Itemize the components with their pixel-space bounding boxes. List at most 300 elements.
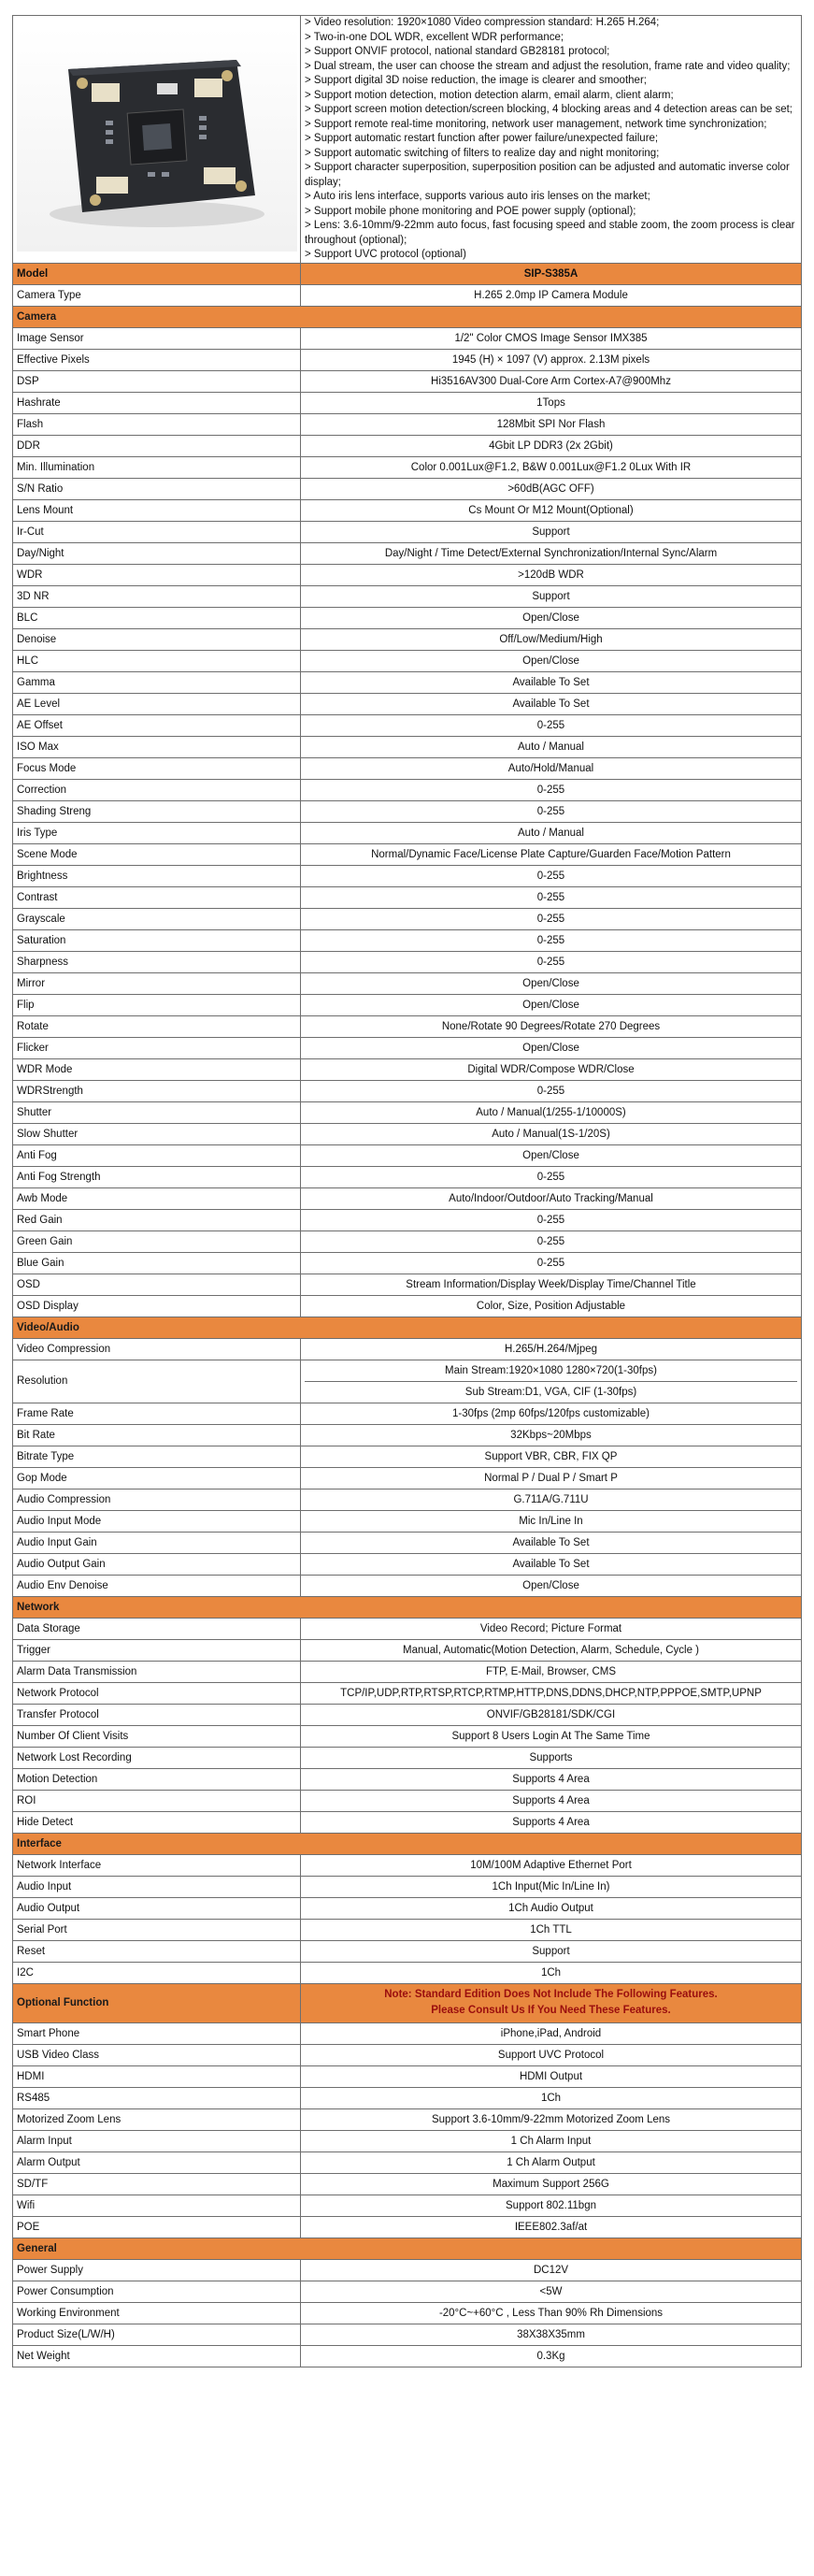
spec-row — [13, 972, 802, 994]
spec-value: 0-255 — [301, 886, 802, 908]
spec-value: 1Ch Input(Mic In/Line In) — [301, 1876, 802, 1897]
spec-value: <5W — [301, 2281, 802, 2302]
spec-label: Grayscale — [13, 908, 301, 929]
section-interface-header — [13, 1833, 802, 1854]
spec-row — [13, 843, 802, 865]
spec-label: ROI — [13, 1790, 301, 1811]
spec-value: Support 8 Users Login At The Same Time — [301, 1725, 802, 1747]
spec-label: SD/TF — [13, 2173, 301, 2195]
product-image-cell — [13, 16, 301, 264]
spec-label: WDR Mode — [13, 1058, 301, 1080]
feature-item: > Lens: 3.6-10mm/9-22mm auto focus, fast focusing speed and stable zoom, the zoom process is clear throughout (optional); — [305, 220, 795, 246]
spec-value: IEEE802.3af/at — [301, 2216, 802, 2238]
spec-row — [13, 1532, 802, 1553]
spec-value: iPhone,iPad, Android — [301, 2022, 802, 2044]
spec-label: ISO Max — [13, 736, 301, 757]
features-cell — [301, 16, 802, 264]
spec-label: Green Gain — [13, 1230, 301, 1252]
spec-row — [13, 779, 802, 800]
spec-row — [13, 456, 802, 478]
feature-item: > Support screen motion detection/screen blocking, 4 blocking areas and 4 detection areas can be set; — [305, 104, 793, 115]
camera-type-value: H.265 2.0mp IP Camera Module — [301, 284, 802, 306]
spec-label: Reset — [13, 1940, 301, 1962]
spec-value: Support UVC Protocol — [301, 2044, 802, 2065]
spec-value: Open/Close — [301, 1037, 802, 1058]
spec-value: Auto / Manual(1/255-1/10000S) — [301, 1101, 802, 1123]
spec-label: Network Protocol — [13, 1682, 301, 1704]
notice-line: Note: Standard Edition Does Not Include The Following Features. — [384, 1989, 718, 2000]
spec-row — [13, 1639, 802, 1661]
spec-label: Audio Input — [13, 1876, 301, 1897]
spec-label: Denoise — [13, 628, 301, 650]
spec-label: Number Of Client Visits — [13, 1725, 301, 1747]
spec-label: Alarm Input — [13, 2130, 301, 2151]
spec-label: HLC — [13, 650, 301, 671]
spec-row — [13, 607, 802, 628]
spec-label: RS485 — [13, 2087, 301, 2108]
feature-item: > Support motion detection, motion detection alarm, email alarm, client alarm; — [305, 89, 674, 101]
spec-label: DSP — [13, 370, 301, 392]
spec-value: Auto/Hold/Manual — [301, 757, 802, 779]
feature-item: > Support mobile phone monitoring and POE power supply (optional); — [305, 205, 636, 217]
spec-label: Audio Output — [13, 1897, 301, 1919]
spec-row — [13, 1338, 802, 1360]
spec-label: Motorized Zoom Lens — [13, 2108, 301, 2130]
spec-label: Flicker — [13, 1037, 301, 1058]
spec-row — [13, 2302, 802, 2324]
spec-label: Alarm Data Transmission — [13, 1661, 301, 1682]
spec-row — [13, 2281, 802, 2302]
spec-row — [13, 1166, 802, 1187]
model-label: Model — [13, 263, 301, 284]
spec-row — [13, 521, 802, 542]
spec-row — [13, 2259, 802, 2281]
spec-row — [13, 1682, 802, 1704]
spec-row — [13, 929, 802, 951]
spec-row — [13, 1144, 802, 1166]
spec-value: 0-255 — [301, 865, 802, 886]
spec-value: HDMI Output — [301, 2065, 802, 2087]
spec-row — [13, 1209, 802, 1230]
spec-row — [13, 1489, 802, 1510]
spec-row — [13, 736, 802, 757]
spec-row — [13, 1940, 802, 1962]
feature-item: > Support character superposition, superposition position can be adjusted and automatic inverse color display; — [305, 162, 790, 188]
section-network-header — [13, 1596, 802, 1618]
spec-value: 1945 (H) × 1097 (V) approx. 2.13M pixels — [301, 349, 802, 370]
camera-board-icon — [17, 27, 297, 252]
spec-value: Supports 4 Area — [301, 1811, 802, 1833]
spec-value: H.265/H.264/Mjpeg — [301, 1338, 802, 1360]
spec-value: FTP, E-Mail, Browser, CMS — [301, 1661, 802, 1682]
spec-label: Hashrate — [13, 392, 301, 413]
model-row — [13, 263, 802, 284]
spec-label: Bit Rate — [13, 1424, 301, 1446]
spec-value: Available To Set — [301, 693, 802, 714]
spec-value: Hi3516AV300 Dual-Core Arm Cortex-A7@900Mhz — [301, 370, 802, 392]
spec-value: Open/Close — [301, 994, 802, 1015]
spec-value: Support 802.11bgn — [301, 2195, 802, 2216]
feature-item: > Dual stream, the user can choose the stream and adjust the resolution, frame rate and video quality; — [305, 60, 791, 72]
spec-label: Motion Detection — [13, 1768, 301, 1790]
spec-value: Normal/Dynamic Face/License Plate Capture/Guarden Face/Motion Pattern — [301, 843, 802, 865]
spec-label: Working Environment — [13, 2302, 301, 2324]
section-optional-header — [13, 1983, 802, 2022]
spec-label: Saturation — [13, 929, 301, 951]
spec-label: Alarm Output — [13, 2151, 301, 2173]
spec-value: Auto / Manual(1S-1/20S) — [301, 1123, 802, 1144]
spec-label: AE Offset — [13, 714, 301, 736]
header-row — [13, 16, 802, 264]
spec-value: Video Record; Picture Format — [301, 1618, 802, 1639]
spec-value: Support — [301, 1940, 802, 1962]
spec-row — [13, 2195, 802, 2216]
spec-label: Blue Gain — [13, 1252, 301, 1274]
spec-row — [13, 2108, 802, 2130]
resolution-values — [301, 1360, 802, 1403]
spec-value: Support — [301, 585, 802, 607]
feature-item: > Support digital 3D noise reduction, the image is clearer and smoother; — [305, 75, 647, 86]
spec-row — [13, 1015, 802, 1037]
spec-row — [13, 822, 802, 843]
spec-row — [13, 714, 802, 736]
feature-item: > Video resolution: 1920×1080 Video compression standard: H.265 H.264; — [305, 17, 660, 28]
spec-value: 10M/100M Adaptive Ethernet Port — [301, 1854, 802, 1876]
spec-value: 0-255 — [301, 929, 802, 951]
spec-row — [13, 2151, 802, 2173]
spec-label: AE Level — [13, 693, 301, 714]
spec-value: None/Rotate 90 Degrees/Rotate 270 Degrees — [301, 1015, 802, 1037]
spec-label: Brightness — [13, 865, 301, 886]
spec-label: Sharpness — [13, 951, 301, 972]
spec-row — [13, 2216, 802, 2238]
spec-label: Day/Night — [13, 542, 301, 564]
spec-value: Mic In/Line In — [301, 1510, 802, 1532]
spec-label: Video Compression — [13, 1338, 301, 1360]
section-title: Optional Function — [13, 1983, 301, 2022]
spec-row — [13, 585, 802, 607]
spec-row — [13, 2065, 802, 2087]
spec-row — [13, 2173, 802, 2195]
section-title: Camera — [13, 306, 802, 327]
spec-row — [13, 1058, 802, 1080]
spec-row — [13, 1187, 802, 1209]
notice-line: Please Consult Us If You Need These Features. — [431, 2005, 671, 2016]
spec-label: Rotate — [13, 1015, 301, 1037]
spec-value: 1Ch — [301, 1962, 802, 1983]
spec-row — [13, 1768, 802, 1790]
model-value: SIP-S385A — [301, 263, 802, 284]
spec-label: Flip — [13, 994, 301, 1015]
spec-label: Slow Shutter — [13, 1123, 301, 1144]
spec-label: Network Lost Recording — [13, 1747, 301, 1768]
spec-value: Normal P / Dual P / Smart P — [301, 1467, 802, 1489]
feature-item: > Two-in-one DOL WDR, excellent WDR performance; — [305, 31, 564, 43]
spec-row — [13, 2345, 802, 2367]
spec-row — [13, 865, 802, 886]
spec-value: Open/Close — [301, 1575, 802, 1596]
spec-row — [13, 1790, 802, 1811]
resolution-row — [13, 1360, 802, 1403]
spec-label: Audio Env Denoise — [13, 1575, 301, 1596]
spec-row — [13, 1575, 802, 1596]
spec-value: Maximum Support 256G — [301, 2173, 802, 2195]
feature-item: > Auto iris lens interface, supports various auto iris lenses on the market; — [305, 191, 650, 202]
spec-table — [12, 15, 802, 2367]
spec-value: Digital WDR/Compose WDR/Close — [301, 1058, 802, 1080]
spec-value: Open/Close — [301, 650, 802, 671]
resolution-sub-stream: Sub Stream:D1, VGA, CIF (1-30fps) — [305, 1381, 797, 1403]
section-title: Interface — [13, 1833, 802, 1854]
spec-label: Correction — [13, 779, 301, 800]
spec-label: Shutter — [13, 1101, 301, 1123]
spec-row — [13, 2022, 802, 2044]
spec-value: Available To Set — [301, 671, 802, 693]
spec-label: WDRStrength — [13, 1080, 301, 1101]
resolution-main-stream: Main Stream:1920×1080 1280×720(1-30fps) — [445, 1364, 657, 1376]
features-list — [305, 16, 797, 263]
spec-value: 32Kbps~20Mbps — [301, 1424, 802, 1446]
spec-label: 3D NR — [13, 585, 301, 607]
spec-label: Resolution — [13, 1360, 301, 1403]
spec-row — [13, 1037, 802, 1058]
spec-value: 1 Ch Alarm Output — [301, 2151, 802, 2173]
spec-value: Cs Mount Or M12 Mount(Optional) — [301, 499, 802, 521]
spec-row — [13, 392, 802, 413]
spec-row — [13, 1553, 802, 1575]
spec-label: Awb Mode — [13, 1187, 301, 1209]
spec-value: Support VBR, CBR, FIX QP — [301, 1446, 802, 1467]
spec-row — [13, 757, 802, 779]
spec-label: Gamma — [13, 671, 301, 693]
spec-value: Available To Set — [301, 1553, 802, 1575]
spec-row — [13, 1854, 802, 1876]
spec-value: Support — [301, 521, 802, 542]
optional-notice — [301, 1983, 802, 2022]
spec-row — [13, 1704, 802, 1725]
spec-row — [13, 650, 802, 671]
spec-value: >120dB WDR — [301, 564, 802, 585]
spec-row — [13, 564, 802, 585]
spec-label: Lens Mount — [13, 499, 301, 521]
spec-label: Gop Mode — [13, 1467, 301, 1489]
spec-value: ONVIF/GB28181/SDK/CGI — [301, 1704, 802, 1725]
spec-value: 1Ch TTL — [301, 1919, 802, 1940]
spec-value: Available To Set — [301, 1532, 802, 1553]
spec-value: 0-255 — [301, 951, 802, 972]
spec-row — [13, 1123, 802, 1144]
spec-row — [13, 1510, 802, 1532]
spec-row — [13, 478, 802, 499]
camera-type-label: Camera Type — [13, 284, 301, 306]
spec-label: USB Video Class — [13, 2044, 301, 2065]
spec-label: Product Size(L/W/H) — [13, 2324, 301, 2345]
spec-row — [13, 1424, 802, 1446]
feature-item: > Support automatic switching of filters to realize day and night monitoring; — [305, 147, 660, 159]
spec-label: Min. Illumination — [13, 456, 301, 478]
spec-row — [13, 1080, 802, 1101]
spec-row — [13, 908, 802, 929]
section-title: Network — [13, 1596, 802, 1618]
spec-value: TCP/IP,UDP,RTP,RTSP,RTCP,RTMP,HTTP,DNS,DDNS,DHCP,NTP,PPPOE,SMTP,UPNP — [301, 1682, 802, 1704]
spec-value: -20°C~+60°C , Less Than 90% Rh Dimensions — [301, 2302, 802, 2324]
spec-row — [13, 1876, 802, 1897]
spec-label: Frame Rate — [13, 1403, 301, 1424]
spec-row — [13, 435, 802, 456]
spec-label: Serial Port — [13, 1919, 301, 1940]
spec-value: 0-255 — [301, 1230, 802, 1252]
spec-label: Mirror — [13, 972, 301, 994]
spec-row — [13, 951, 802, 972]
spec-row — [13, 693, 802, 714]
spec-value: 4Gbit LP DDR3 (2x 2Gbit) — [301, 435, 802, 456]
spec-row — [13, 349, 802, 370]
spec-label: HDMI — [13, 2065, 301, 2087]
spec-row — [13, 327, 802, 349]
spec-value: Support 3.6-10mm/9-22mm Motorized Zoom Lens — [301, 2108, 802, 2130]
spec-label: WDR — [13, 564, 301, 585]
spec-label: Image Sensor — [13, 327, 301, 349]
spec-label: Anti Fog Strength — [13, 1166, 301, 1187]
spec-value: Color, Size, Position Adjustable — [301, 1295, 802, 1317]
spec-value: 38X38X35mm — [301, 2324, 802, 2345]
spec-value: Auto / Manual — [301, 736, 802, 757]
spec-value: Supports 4 Area — [301, 1768, 802, 1790]
spec-row — [13, 628, 802, 650]
spec-label: Ir-Cut — [13, 521, 301, 542]
spec-label: Audio Output Gain — [13, 1553, 301, 1575]
spec-value: Supports — [301, 1747, 802, 1768]
spec-label: Shading Streng — [13, 800, 301, 822]
spec-value: Manual, Automatic(Motion Detection, Alarm, Schedule, Cycle ) — [301, 1639, 802, 1661]
section-video-audio-header — [13, 1317, 802, 1338]
spec-value: 1Ch Audio Output — [301, 1897, 802, 1919]
feature-item: > Support automatic restart function after power failure/unexpected failure; — [305, 133, 659, 144]
spec-row — [13, 413, 802, 435]
section-camera-header — [13, 306, 802, 327]
spec-value: 0.3Kg — [301, 2345, 802, 2367]
spec-row — [13, 1811, 802, 1833]
spec-label: Anti Fog — [13, 1144, 301, 1166]
spec-label: Audio Input Gain — [13, 1532, 301, 1553]
spec-label: Wifi — [13, 2195, 301, 2216]
spec-row — [13, 1252, 802, 1274]
spec-row — [13, 542, 802, 564]
spec-label: Trigger — [13, 1639, 301, 1661]
camera-type-row — [13, 284, 802, 306]
spec-row — [13, 370, 802, 392]
section-title: General — [13, 2238, 802, 2259]
spec-label: Smart Phone — [13, 2022, 301, 2044]
spec-value: Open/Close — [301, 1144, 802, 1166]
spec-value: Auto/Indoor/Outdoor/Auto Tracking/Manual — [301, 1187, 802, 1209]
spec-row — [13, 1897, 802, 1919]
feature-item: > Support UVC protocol (optional) — [305, 249, 466, 260]
spec-label: Flash — [13, 413, 301, 435]
spec-label: BLC — [13, 607, 301, 628]
section-title: Video/Audio — [13, 1317, 802, 1338]
spec-value: Off/Low/Medium/High — [301, 628, 802, 650]
spec-label: POE — [13, 2216, 301, 2238]
spec-row — [13, 2087, 802, 2108]
spec-row — [13, 1101, 802, 1123]
spec-label: Red Gain — [13, 1209, 301, 1230]
spec-label: Transfer Protocol — [13, 1704, 301, 1725]
spec-row — [13, 2130, 802, 2151]
spec-row — [13, 800, 802, 822]
spec-label: DDR — [13, 435, 301, 456]
spec-label: Effective Pixels — [13, 349, 301, 370]
spec-label: Scene Mode — [13, 843, 301, 865]
spec-label: Bitrate Type — [13, 1446, 301, 1467]
spec-value: Supports 4 Area — [301, 1790, 802, 1811]
spec-label: Net Weight — [13, 2345, 301, 2367]
spec-value: 1Ch — [301, 2087, 802, 2108]
spec-row — [13, 2044, 802, 2065]
spec-value: Open/Close — [301, 972, 802, 994]
spec-label: Network Interface — [13, 1854, 301, 1876]
spec-label: Iris Type — [13, 822, 301, 843]
spec-value: G.711A/G.711U — [301, 1489, 802, 1510]
spec-value: 0-255 — [301, 1166, 802, 1187]
spec-sheet — [12, 15, 802, 2367]
spec-value: Color 0.001Lux@F1.2, B&W 0.001Lux@F1.2 0Lux With IR — [301, 456, 802, 478]
feature-item: > Support ONVIF protocol, national standard GB28181 protocol; — [305, 46, 610, 57]
spec-row — [13, 886, 802, 908]
spec-row — [13, 1725, 802, 1747]
spec-value: 0-255 — [301, 1209, 802, 1230]
spec-row — [13, 499, 802, 521]
spec-row — [13, 2324, 802, 2345]
spec-value: Stream Information/Display Week/Display Time/Channel Title — [301, 1274, 802, 1295]
spec-row — [13, 1446, 802, 1467]
spec-value: Day/Night / Time Detect/External Synchronization/Internal Sync/Alarm — [301, 542, 802, 564]
spec-row — [13, 1618, 802, 1639]
spec-label: Audio Compression — [13, 1489, 301, 1510]
spec-row — [13, 1467, 802, 1489]
spec-row — [13, 994, 802, 1015]
spec-label: Hide Detect — [13, 1811, 301, 1833]
spec-label: Focus Mode — [13, 757, 301, 779]
spec-value: 1 Ch Alarm Input — [301, 2130, 802, 2151]
spec-label: Data Storage — [13, 1618, 301, 1639]
spec-label: Audio Input Mode — [13, 1510, 301, 1532]
spec-label: Power Supply — [13, 2259, 301, 2281]
spec-row — [13, 1661, 802, 1682]
section-general-header — [13, 2238, 802, 2259]
spec-label: S/N Ratio — [13, 478, 301, 499]
spec-row — [13, 1403, 802, 1424]
spec-row — [13, 1747, 802, 1768]
spec-label: I2C — [13, 1962, 301, 1983]
product-image — [17, 27, 297, 252]
spec-row — [13, 1230, 802, 1252]
spec-value: Open/Close — [301, 607, 802, 628]
spec-value: 1Tops — [301, 392, 802, 413]
spec-value: 0-255 — [301, 779, 802, 800]
spec-value: 0-255 — [301, 1252, 802, 1274]
spec-row — [13, 671, 802, 693]
spec-label: OSD — [13, 1274, 301, 1295]
spec-value: 1-30fps (2mp 60fps/120fps customizable) — [301, 1403, 802, 1424]
spec-label: OSD Display — [13, 1295, 301, 1317]
spec-row — [13, 1274, 802, 1295]
spec-label: Contrast — [13, 886, 301, 908]
spec-row — [13, 1962, 802, 1983]
spec-value: 1/2" Color CMOS Image Sensor IMX385 — [301, 327, 802, 349]
feature-item: > Support remote real-time monitoring, network user management, network time synchronization; — [305, 118, 767, 130]
spec-label: Power Consumption — [13, 2281, 301, 2302]
